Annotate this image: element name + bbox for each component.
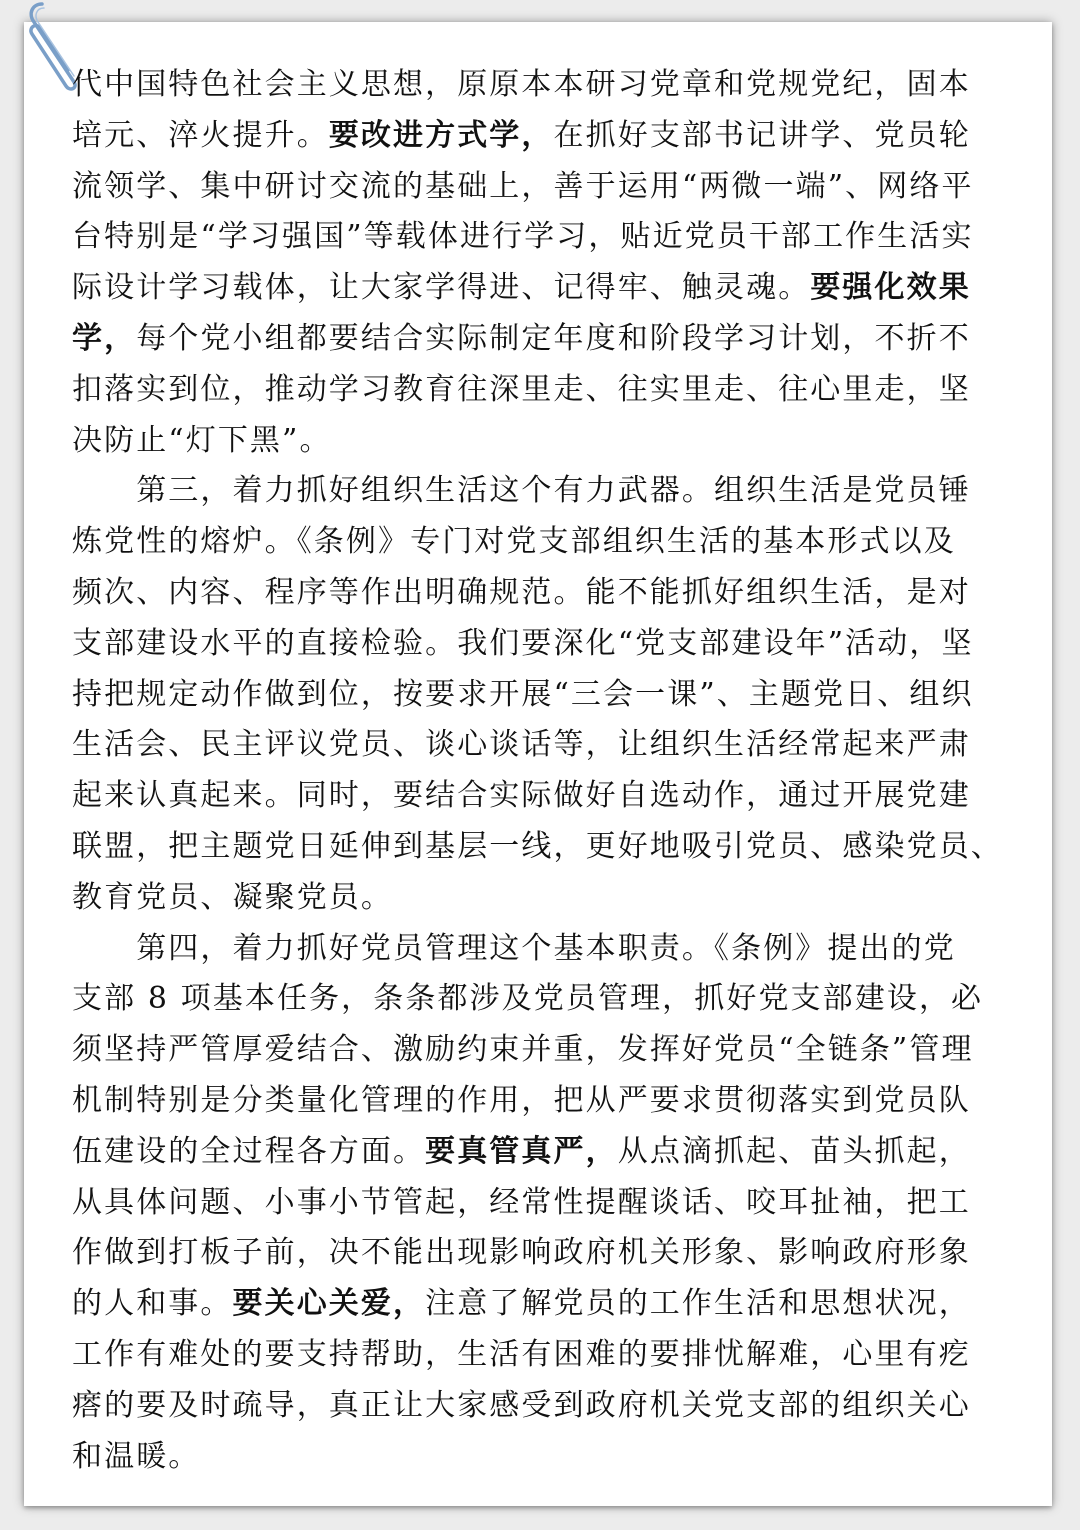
text-line — [72, 1178, 1030, 1229]
text-line — [72, 60, 1030, 111]
text-line — [72, 568, 1030, 619]
text-run: 瘩的要及时疏导，真正让大家感受到政府机关党支部的组织关心 — [72, 1387, 971, 1423]
text-run: 扣落实到位，推动学习教育往深里走、往实里走、往心里走，坚 — [72, 371, 971, 407]
text-run: 和温暖。 — [72, 1438, 201, 1474]
text-line — [72, 822, 1030, 873]
text-line — [72, 162, 1030, 213]
text-run: 支部建设水平的直接检验。我们要深化“党支部建设年”活动，坚 — [72, 625, 974, 661]
text-line — [72, 1279, 1030, 1330]
bold-phrase: 要真管真严， — [425, 1133, 618, 1169]
bold-phrase: 要强化效果 — [810, 270, 971, 306]
text-run: 从具体问题、小事小节管起，经常性提醒谈话、咬耳扯袖，把工 — [72, 1184, 971, 1220]
text-run: 须坚持严管厚爱结合、激励约束并重，发挥好党员“全链条”管理 — [72, 1032, 974, 1068]
text-line — [72, 1432, 1030, 1483]
text-run: 伍建设的全过程各方面。 — [72, 1133, 426, 1169]
text-run: 工作有难处的要支持帮助，生活有困难的要排忧解难，心里有疙 — [72, 1336, 971, 1372]
bold-phrase: 学， — [72, 320, 137, 356]
text-run: 频次、内容、程序等作出明确规范。能不能抓好组织生活，是对 — [72, 574, 971, 610]
text-line — [72, 771, 1030, 822]
text-run: 作做到打板子前，决不能出现影响政府机关形象、影响政府形象 — [72, 1235, 971, 1271]
text-run: 联盟，把主题党日延伸到基层一线，更好地吸引党员、感染党员、 — [72, 828, 1003, 864]
text-line — [72, 873, 1030, 924]
text-run: 机制特别是分类量化管理的作用，把从严要求贯彻落实到党员队 — [72, 1082, 971, 1118]
text-line — [72, 416, 1030, 467]
text-line — [72, 517, 1030, 568]
text-run: 支部 8 项基本任务，条条都涉及党员管理，抓好党支部建设，必 — [72, 981, 984, 1017]
text-run: 起来认真起来。同时，要结合实际做好自选动作，通过开展党建 — [72, 778, 971, 814]
text-line — [72, 212, 1030, 263]
text-line — [72, 1330, 1030, 1381]
text-line — [72, 670, 1030, 721]
bold-phrase: 要改进方式学， — [328, 117, 554, 153]
text-run: 代中国特色社会主义思想，原原本本研习党章和党规党纪，固本 — [72, 67, 971, 102]
text-line — [72, 314, 1030, 365]
text-run: 生活会、民主评议党员、谈心谈话等，让组织生活经常起来严肃 — [72, 727, 971, 763]
text-run: 际设计学习载体，让大家学得进、记得牢、触灵魂。 — [72, 270, 811, 306]
text-line — [72, 974, 1030, 1025]
text-run: 在抓好支部书记讲学、党员轮 — [553, 117, 971, 153]
text-line — [72, 466, 1030, 517]
document-body — [72, 60, 1030, 1482]
text-run: 第四，着力抓好党员管理这个基本职责。《条例》提出的党 — [72, 930, 956, 966]
text-line — [72, 365, 1030, 416]
text-line — [72, 720, 1030, 771]
text-run: 教育党员、凝聚党员。 — [72, 879, 393, 915]
text-line — [72, 263, 1030, 314]
text-run: 决防止“灯下黑”。 — [72, 422, 332, 458]
text-line — [72, 1076, 1030, 1127]
text-line — [72, 924, 1030, 975]
text-run: 流领学、集中研讨交流的基础上，善于运用“两微一端”、网络平 — [72, 168, 974, 204]
text-line — [72, 1025, 1030, 1076]
text-line — [72, 1127, 1030, 1178]
text-line — [72, 1381, 1030, 1432]
text-run: 的人和事。 — [72, 1286, 233, 1322]
text-line — [72, 111, 1030, 162]
text-run: 注意了解党员的工作生活和思想状况， — [425, 1286, 971, 1322]
text-run: 台特别是“学习强国”等载体进行学习，贴近党员干部工作生活实 — [72, 219, 974, 255]
text-run: 从点滴抓起、苗头抓起， — [617, 1133, 971, 1169]
text-run: 持把规定动作做到位，按要求开展“三会一课”、主题党日、组织 — [72, 676, 974, 712]
text-run: 每个党小组都要结合实际制定年度和阶段学习计划，不折不 — [136, 320, 971, 356]
bold-phrase: 要关心关爱， — [232, 1286, 426, 1322]
text-run: 培元、淬火提升。 — [72, 117, 329, 153]
text-line — [72, 619, 1030, 670]
text-run: 炼党性的熔炉。《条例》专门对党支部组织生活的基本形式以及 — [72, 524, 956, 560]
text-line — [72, 1228, 1030, 1279]
text-run: 第三，着力抓好组织生活这个有力武器。组织生活是党员锤 — [72, 473, 971, 509]
